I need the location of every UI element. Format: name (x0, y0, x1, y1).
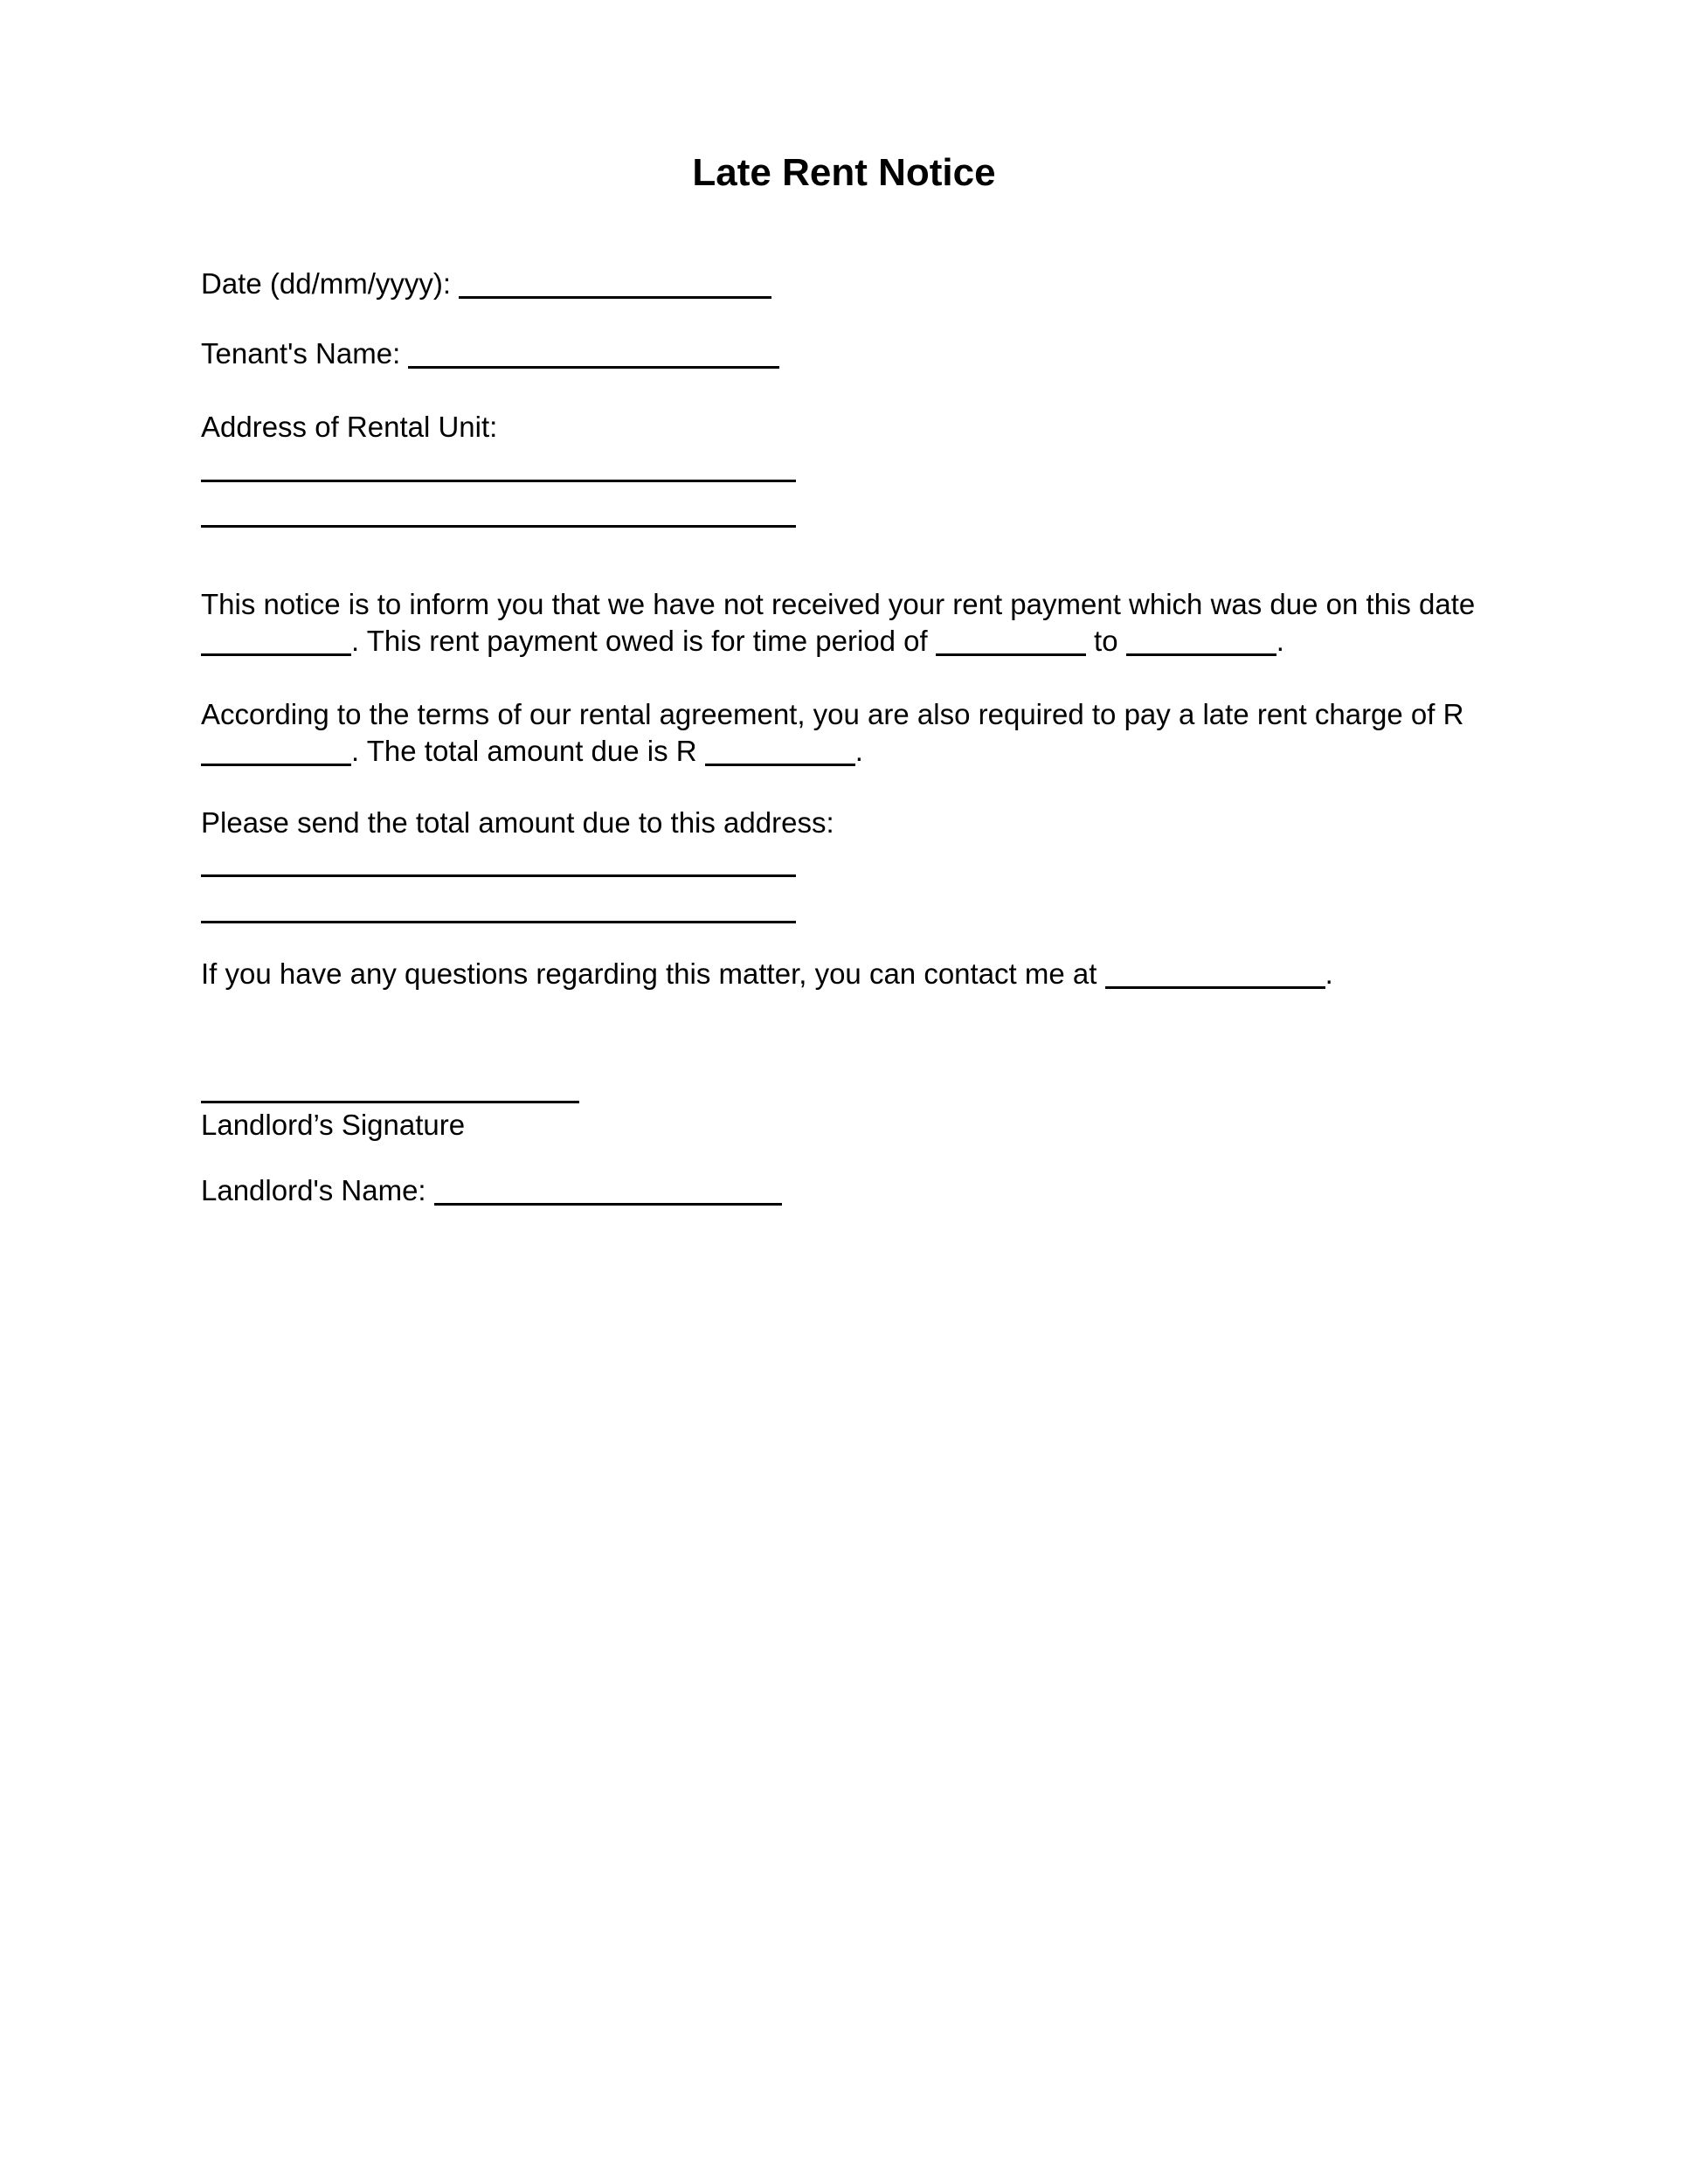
document-title: Late Rent Notice (692, 151, 996, 194)
send-address-line-1 (201, 874, 796, 877)
late-charge-blank (201, 764, 351, 766)
notice-text-before-due-date: This notice is to inform you that we have not received your rent payment which was due on this date (201, 588, 1476, 620)
period-end-blank (1126, 653, 1276, 656)
landlord-name-row (201, 1173, 1487, 1208)
landlord-name-blank (434, 1203, 782, 1206)
send-address-line-2 (201, 921, 796, 923)
notice-paragraph (201, 586, 1487, 660)
date-blank (459, 296, 771, 299)
contact-blank (1105, 986, 1325, 989)
total-due-blank (705, 764, 855, 766)
landlord-signature-line (201, 1101, 579, 1103)
notice-text-to: to (1094, 625, 1118, 657)
charge-text-after-total: . (854, 735, 863, 767)
notice-text-after-due-date: . This rent payment owed is for time period of (351, 625, 928, 657)
date-label: Date (dd/mm/yyyy): (201, 267, 452, 300)
due-date-blank (201, 653, 351, 656)
late-charge-paragraph (201, 696, 1487, 770)
landlord-signature-label: Landlord’s Signature (201, 1109, 466, 1141)
tenant-name-label: Tenant's Name: (201, 337, 401, 370)
tenant-name-blank (408, 366, 779, 369)
charge-text-before-late-charge: According to the terms of our rental agreement, you are also required to pay a late rent charge of R (201, 698, 1464, 730)
contact-paragraph (201, 956, 1487, 992)
rental-address-line-1 (201, 480, 796, 482)
date-row (201, 266, 1487, 301)
charge-text-after-late-charge: . The total amount due is R (351, 735, 697, 767)
rental-address-label: Address of Rental Unit: (201, 411, 498, 443)
rental-address-line-2 (201, 525, 796, 528)
landlord-name-label: Landlord's Name: (201, 1174, 426, 1206)
contact-text-before-blank: If you have any questions regarding this matter, you can contact me at (201, 957, 1097, 990)
tenant-name-row (201, 336, 1487, 371)
period-start-blank (936, 653, 1086, 656)
notice-text-period-end: . (1276, 625, 1284, 657)
contact-text-after-blank: . (1325, 957, 1333, 990)
send-address-label: Please send the total amount due to this address: (201, 806, 834, 839)
